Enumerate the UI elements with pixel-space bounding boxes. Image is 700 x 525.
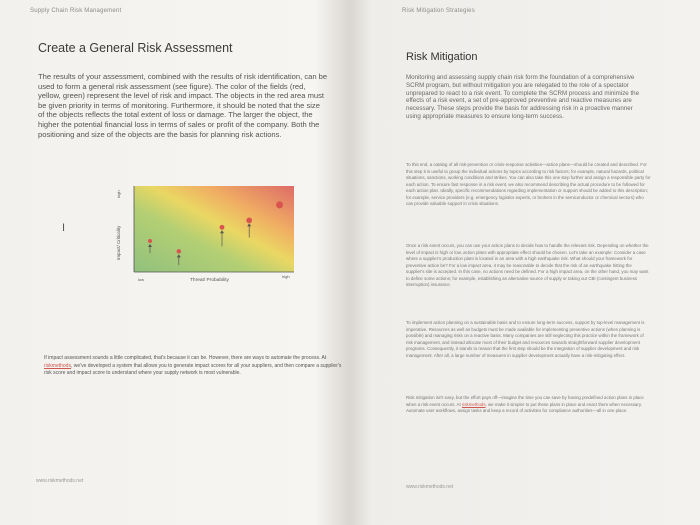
right-page-paragraph-2: Once a risk event occurs, you can use your action plans to decide how to handle the relevant risk. Depending on whether the level of impact is high or low, action plans with appropriate effect should be chosen. Let's take an example: Consider a case where a supplier's production plant is located in an area with a high earthquake risk. What should your framework for preventive action be? For a low impact area, it may be reasonable to decide that the risk of an earthquake hitting the supplier's site is accepted. In this case, no actions need be defined. For a high impact area, on the other hand, you may want to define some actions; for example, establishing an alternative source of supply or taking out CBI (contingent business interruption) insurance. bbox=[406, 243, 649, 287]
risk-matrix-chart bbox=[110, 182, 298, 294]
paragraph-4-text-1: Risk mitigation isn't easy, but the effort pays off—imagine the time you can save by having predefined action plans in place when a risk event occurs. At bbox=[406, 395, 644, 407]
right-page-paragraph-1: To this end, a catalog of all risk-prevention or crisis-response activities—action plans—should be created and described. For this step it is useful to group the individual actions by topics according to risk factors; for example, natural hazards, political situations, sanctions, working conditions and strikes. You can also take this one step further and assign a responsible party for each action. To ensure fast response in a risk event, we also recommend describing the actual procedure to be followed for each action plan. Ideally, specific recommendations regarding implementation or support should be added to this description; for example, service providers (e.g. emergency logistics experts, or brokers in the semiconductor or chemical sectors) who can provide valuable support in crisis situations. bbox=[406, 162, 651, 206]
y-axis-label: Impact/ Criticality bbox=[116, 225, 121, 260]
x-tick-high: high bbox=[282, 274, 290, 279]
chart-point-5 bbox=[276, 201, 283, 208]
right-page-footer: www.riskmethods.net bbox=[406, 484, 454, 490]
right-page-paragraph-3: To implement action planning on a sustainable basis and to ensure long-term success, support by top-level management is imperative. Resources as well as budgets must be made available for implementing preventive actions (when planning is possible) and managing risks on a reactive basis. Many companies are still neglecting this practice within the framework of risk management, and instead allocate most of their budget and resources towards straightforward supplier development programs. Consequently, it stands to reason that the first step should be the integration of supplier development and risk management. After all, a large number of measures in supplier development actually have a risk-mitigating effect. bbox=[406, 320, 645, 358]
chart-point-3 bbox=[220, 225, 225, 230]
right-page bbox=[362, 0, 700, 525]
left-page-header: Supply Chain Risk Management bbox=[30, 8, 122, 14]
right-page-intro: Monitoring and assessing supply chain risk form the foundation of a comprehensive SCRM program, but without mitigation you are relegated to the role of a spectator unprepared to react to a risk event. To complete the SCRM process and minimize the effects of a risk event, a set of pre-approved preventive and reactive measures are necessary. These steps provide the basis for addressing risk in a proactive manner using appropriate measures to ensure long-term success. bbox=[406, 74, 640, 120]
x-tick-low: low bbox=[138, 277, 145, 282]
paragraph-4-text-2: , we make it simpler to put these plans in place and enact them when necessary. Automate user workflows, assign tasks and keep a record of activities for compliance authorities—all in one place. bbox=[406, 401, 642, 413]
left-page-automation-note bbox=[44, 355, 344, 378]
text-cursor-icon: I bbox=[62, 222, 66, 234]
riskmethods-link-left[interactable]: riskmethods bbox=[44, 362, 71, 369]
left-page bbox=[0, 0, 345, 525]
left-page-title: Create a General Risk Assessment bbox=[38, 41, 233, 55]
riskmethods-link-right[interactable]: riskmethods bbox=[461, 401, 486, 407]
x-axis-label: Threat/ Probability bbox=[190, 278, 229, 283]
right-page-paragraph-4 bbox=[406, 395, 651, 415]
right-page-header: Risk Mitigation Strategies bbox=[402, 8, 475, 14]
chart-point-1 bbox=[148, 239, 152, 243]
chart-point-2 bbox=[177, 249, 181, 253]
automation-note-text-1: If impact assessment sounds a little complicated, that's because it can be. However, there are ways to automate the process. At bbox=[44, 355, 327, 361]
right-page-title: Risk Mitigation bbox=[406, 51, 478, 63]
left-page-body: The results of your assessment, combined with the results of risk identification, can be used to form a general risk assessment (see figure). The color of the fields (red, yellow, green) represent the level of risk and impact. The objects in the red area must be given priority in terms of monitoring. Furthermore, it should be noted that the size of the objects reflects the total extent of loss or damage. The larger the object, the higher the potential financial loss in terms of sales or profit of the company. Both the positioning and size of the objects are the basis for planning risk actions. bbox=[38, 72, 328, 139]
y-tick-high: high bbox=[116, 190, 121, 198]
automation-note-text-2: , we've developed a system that allows you to generate impact scores for all your suppliers, and then compare a supplier's risk score and impact score to understand where your supply network is most vulnerable. bbox=[44, 362, 342, 376]
left-page-footer: www.riskmethods.net bbox=[36, 478, 84, 484]
risk-gradient-area bbox=[134, 186, 294, 272]
chart-point-4 bbox=[246, 218, 252, 224]
